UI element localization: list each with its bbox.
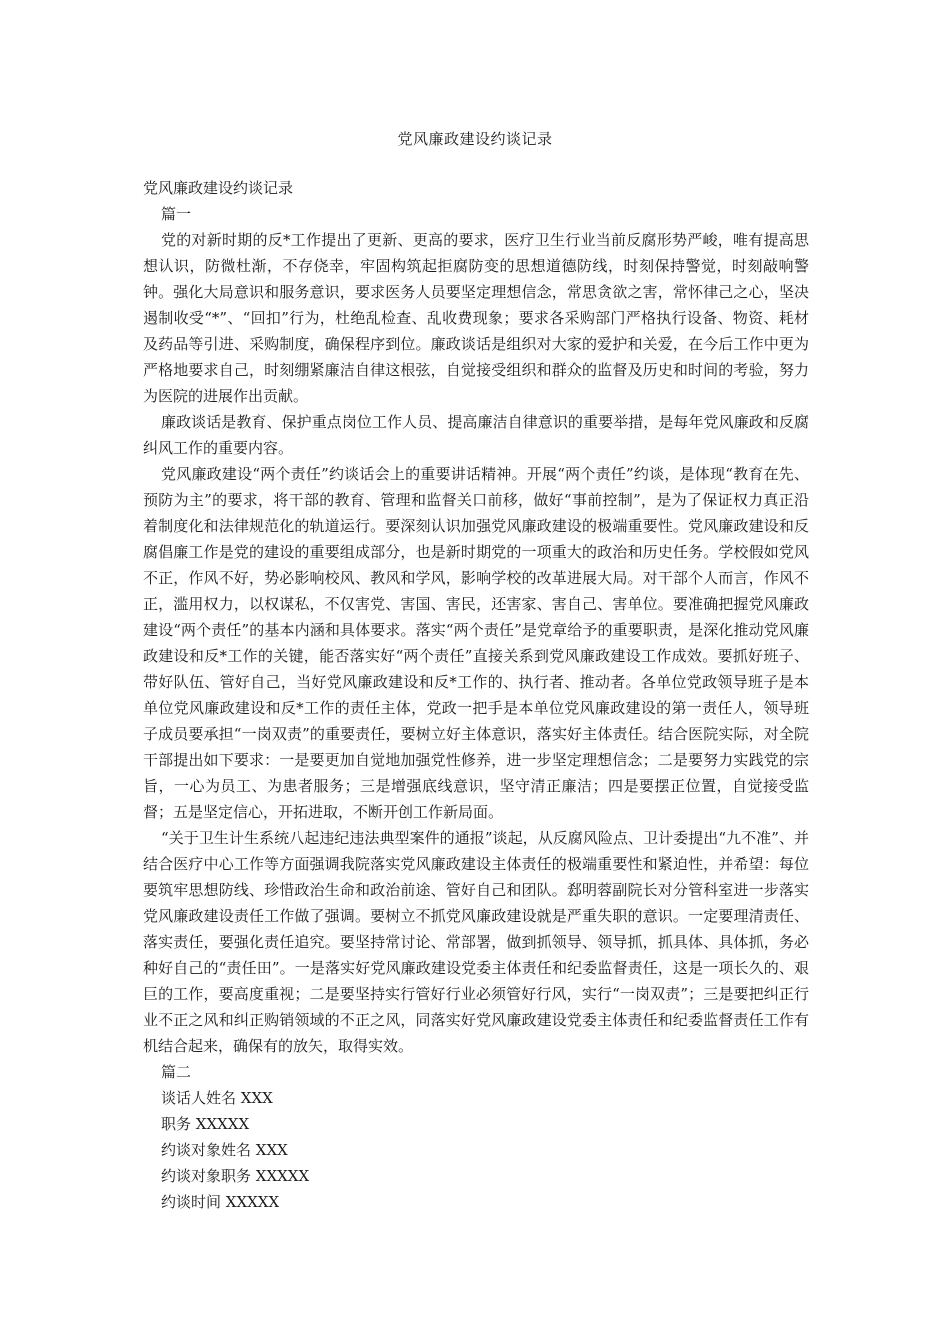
field-interview-time: 约谈时间 XXXXX <box>161 1193 280 1211</box>
document-title: 党风廉政建设约谈记录 <box>397 130 553 148</box>
document-subtitle: 党风廉政建设约谈记录 <box>143 179 294 197</box>
section-label-2: 篇二 <box>161 1063 192 1081</box>
field-interviewee-position: 约谈对象职务 XXXXX <box>161 1167 310 1185</box>
field-position: 职务 XXXXX <box>161 1115 250 1133</box>
paragraph: 党的对新时期的反*工作提出了更新、更高的要求，医疗卫生行业当前反腐形势严峻，唯有提高思想认识，防微杜渐，不存侥幸，牢固构筑起拒腐防变的思想道德防线，时刻保持警觉，时刻敲响警钟。强化大局意识和服务意识，要求医务人员要坚定理想信念，常思贪欲之害，常怀律己之心，坚决遏制收受“*”、“回扣”行为，杜绝乱检查、乱收费现象；要求各采购部门严格执行设备、物资、耗材及药品等引进、采购制度，确保程序到位。廉政谈话是组织对大家的爱护和关爱，在今后工作中更为严格地要求自己，时刻绷紧廉洁自律这根弦，自觉接受组织和群众的监督及历史和时间的考验，努力为医院的进展作出贡献。 <box>143 231 809 405</box>
paragraph: 廉政谈话是教育、保护重点岗位工作人员、提高廉洁自律意识的重要举措，是每年党风廉政和反腐纠风工作的重要内容。 <box>143 413 809 457</box>
document-body <box>143 175 809 1215</box>
paragraph: “关于卫生计生系统八起违纪违法典型案件的通报”谈起，从反腐风险点、卫计委提出“九不准”、并结合医疗中心工作等方面强调我院落实党风廉政建设主体责任的极端重要性和紧迫性，并希望：每位要筑牢思想防线、珍惜政治生命和政治前途、管好自己和团队。郄明蓉副院长对分管科室进一步落实党风廉政建设责任工作做了强调。要树立不抓党风廉政建设就是严重失职的意识。一定要理清责任、落实责任，要强化责任追究。要坚持常讨论、常部署，做到抓领导、领导抓，抓具体、具体抓，务必种好自己的“责任田”。一是落实好党风廉政建设党委主体责任和纪委监督责任，这是一项长久的、艰巨的工作，要高度重视；二是要坚持实行管好行业必须管好行风，实行“一岗双责”；三是要把纠正行业不正之风和纠正购销领域的不正之风，同落实好党风廉政建设党委主体责任和纪委监督责任工作有机结合起来，确保有的放矢，取得实效。 <box>143 829 809 1055</box>
field-interviewer-name: 谈话人姓名 XXX <box>161 1089 273 1107</box>
field-interviewee-name: 约谈对象姓名 XXX <box>161 1141 288 1159</box>
section-label-1: 篇一 <box>161 205 192 223</box>
paragraph: 党风廉政建设“两个责任”约谈话会上的重要讲话精神。开展“两个责任”约谈，是体现“教育在先、预防为主”的要求，将干部的教育、管理和监督关口前移，做好“事前控制”，是为了保证权力真正沿着制度化和法律规范化的轨道运行。要深刻认识加强党风廉政建设的极端重要性。党风廉政建设和反腐倡廉工作是党的建设的重要组成部分，也是新时期党的一项重大的政治和历史任务。学校假如党风不正，作风不好，势必影响校风、教风和学风，影响学校的改革进展大局。对干部个人而言，作风不正，滥用权力，以权谋私，不仅害党、害国、害民，还害家、害自己、害单位。要准确把握党风廉政建设“两个责任”的基本内涵和具体要求。落实“两个责任”是党章给予的重要职责，是深化推动党风廉政建设和反*工作的关键，能否落实好“两个责任”直接关系到党风廉政建设工作成效。要抓好班子、带好队伍、管好自己，当好党风廉政建设和反*工作的、执行者、推动者。各单位党政领导班子是本单位党风廉政建设和反*工作的责任主体，党政一把手是本单位党风廉政建设的第一责任人，领导班子成员要承担“一岗双责”的重要责任，要树立好主体意识，落实好主体责任。结合医院实际，对全院干部提出如下要求：一是要更加自觉地加强党性修养，进一步坚定理想信念；二是要努力实践党的宗旨，一心为员工、为患者服务；三是增强底线意识，坚守清正廉洁；四是要摆正位置，自觉接受监督；五是坚定信心，开拓进取，不断开创工作新局面。 <box>143 465 809 821</box>
